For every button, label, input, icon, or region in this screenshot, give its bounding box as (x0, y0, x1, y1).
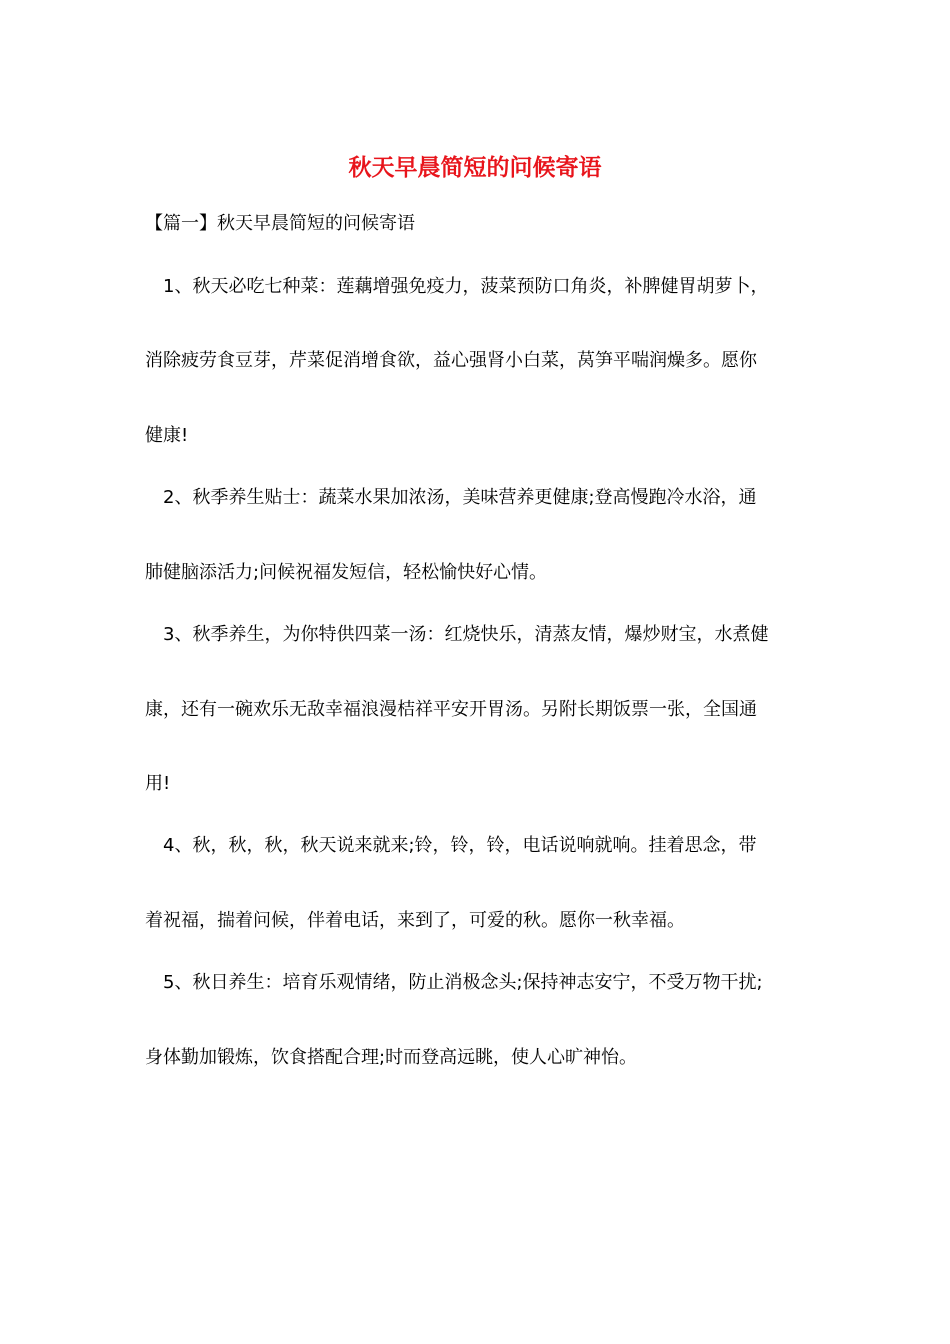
paragraph-2-line-2: 肺健脑添活力;问候祝福发短信，轻松愉快好心情。 (145, 562, 548, 583)
paragraph-2-line-1: 2、秋季养生贴士：蔬菜水果加浓汤，美味营养更健康;登高慢跑冷水浴，通 (163, 487, 757, 508)
section-heading: 【篇一】秋天早晨简短的问候寄语 (145, 213, 415, 234)
paragraph-5-line-2: 身体勤加锻炼，饮食搭配合理;时而登高远眺，使人心旷神怡。 (145, 1047, 638, 1068)
document-title: 秋天早晨简短的问候寄语 (348, 154, 602, 181)
paragraph-3-line-2: 康，还有一碗欢乐无敌幸福浪漫桔祥平安开胃汤。另附长期饭票一张，全国通 (145, 699, 757, 720)
paragraph-1-line-3: 健康! (145, 425, 189, 446)
paragraph-3-line-3: 用! (145, 773, 171, 794)
paragraph-1-line-2: 消除疲劳食豆芽，芹菜促消增食欲，益心强肾小白菜，莴笋平喘润燥多。愿你 (145, 350, 757, 371)
paragraph-5-line-1: 5、秋日养生：培育乐观情绪，防止消极念头;保持神志安宁，不受万物干扰; (163, 972, 763, 993)
paragraph-4-line-2: 着祝福，揣着问候，伴着电话，来到了，可爱的秋。愿你一秋幸福。 (145, 910, 685, 931)
paragraph-1-line-1: 1、秋天必吃七种菜：莲藕增强免疫力，菠菜预防口角炎，补脾健胃胡萝卜， (163, 276, 769, 297)
paragraph-3-line-1: 3、秋季养生，为你特供四菜一汤：红烧快乐，清蒸友情，爆炒财宝，水煮健 (163, 624, 769, 645)
paragraph-4-line-1: 4、秋，秋，秋，秋天说来就来;铃，铃，铃，电话说响就响。挂着思念，带 (163, 835, 757, 856)
